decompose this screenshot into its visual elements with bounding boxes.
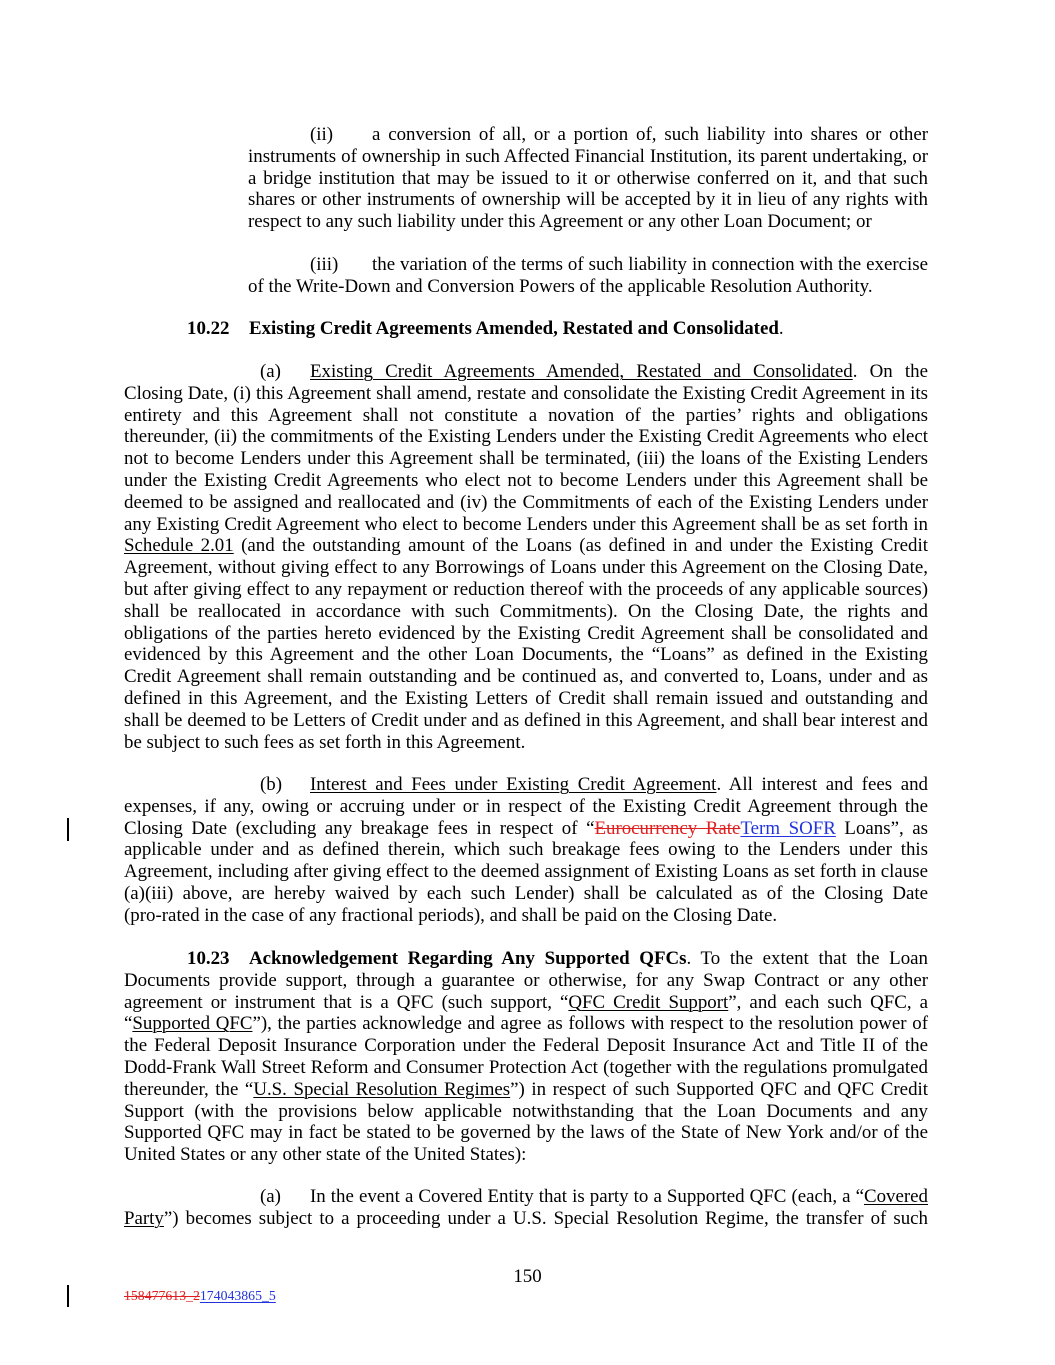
line-text: (and the outstanding amount of the Loans (as defined in and under the Existing Credit bbox=[233, 535, 928, 557]
text-line bbox=[124, 1186, 928, 1208]
text-line bbox=[124, 796, 928, 818]
text-line bbox=[124, 579, 928, 601]
line-text: obligations of the parties hereto evidenced by the Existing Credit Agreement shall be consolidated and bbox=[124, 622, 928, 644]
text-line bbox=[124, 1013, 928, 1035]
text-line bbox=[124, 861, 928, 883]
text-line bbox=[248, 124, 928, 146]
text-line bbox=[124, 905, 928, 927]
line-text: instruments of ownership in such Affected Financial Institution, its parent undertaking, or bbox=[248, 145, 928, 167]
section-10-23 bbox=[124, 948, 928, 1166]
defined-term: U.S. Special Resolution Regimes bbox=[253, 1078, 511, 1100]
section-10-22-clause-b bbox=[124, 774, 928, 927]
text-line bbox=[124, 405, 928, 427]
line-text: . On the bbox=[852, 361, 928, 382]
line-text: but after giving effect to any repayment or reduction thereof with the proceeds of any applicable sources) bbox=[124, 578, 928, 600]
defined-term: Supported QFC bbox=[132, 1013, 253, 1035]
line-text: agreement or instrument that is a QFC (such support, “ bbox=[124, 991, 569, 1013]
line-text: applicable under and as defined therein, which such breakage fees owing to the Lenders under this bbox=[124, 839, 928, 861]
line-text: Credit Agreement shall remain outstanding and be continued as, and converted to, Loans, under and as bbox=[124, 666, 928, 688]
line-text: ”) in respect of such Supported QFC and QFC Credit bbox=[510, 1078, 929, 1100]
line-text: under the Existing Credit Agreements who elect not to become Lenders under this Agreement shall be bbox=[124, 469, 928, 491]
line-text: ”) becomes subject to a proceeding under a U.S. Special Resolution Regime, the transfer of such bbox=[163, 1207, 928, 1229]
clause-iii bbox=[248, 254, 928, 298]
line-text: expenses, if any, owing or accruing under or in respect of the Existing Credit Agreement through the bbox=[124, 795, 928, 817]
line-text: respect to any such liability under this Agreement or any other Loan Document; or bbox=[248, 211, 872, 233]
line-text: United States or any other state of the United States): bbox=[124, 1144, 527, 1166]
line-text: ”), the parties acknowledge and agree as follows with respect to the resolution power of bbox=[252, 1013, 928, 1035]
heading-line bbox=[124, 318, 928, 340]
defined-term: Schedule 2.01 bbox=[124, 535, 234, 557]
text-line bbox=[124, 644, 928, 666]
section-10-23-clause-a bbox=[124, 1186, 928, 1230]
text-line bbox=[124, 688, 928, 710]
clause-label: (iii) bbox=[310, 254, 339, 275]
deleted-doc-id: 158477613_2 bbox=[124, 1288, 200, 1303]
text-line bbox=[124, 883, 928, 905]
line-text: Closing Date, (i) this Agreement shall amend, restate and consolidate the Existing Credit Agreement in its bbox=[124, 382, 928, 404]
text-line bbox=[124, 1079, 928, 1101]
text-line bbox=[124, 1122, 928, 1144]
text-line bbox=[124, 818, 928, 840]
change-bar bbox=[67, 1285, 69, 1307]
line-text: deemed to be assigned and reallocated and (iv) the Commitments of each of the Existing Lenders under bbox=[124, 491, 928, 513]
defined-term: Party bbox=[124, 1207, 164, 1229]
text-line bbox=[248, 189, 928, 211]
clause-heading: Existing Credit Agreements Amended, Restated and Consolidated bbox=[310, 361, 853, 382]
text-line bbox=[124, 710, 928, 732]
text-line bbox=[248, 168, 928, 190]
clause-label: (a) bbox=[260, 361, 281, 382]
line-text: (a)(iii) above, are hereby waived by each such Lender) shall be calculated as of the Closing Date bbox=[124, 882, 928, 904]
line-text: Documents provide support, through a guarantee or otherwise, for any Swap Contract or any other bbox=[124, 969, 928, 991]
line-text: In the event a Covered Entity that is party to a Supported QFC (each, a “ bbox=[310, 1186, 864, 1207]
text-line bbox=[124, 1144, 928, 1166]
change-bar bbox=[67, 818, 69, 841]
clause-heading: Interest and Fees under Existing Credit Agreement bbox=[310, 774, 717, 795]
line-text: . To the extent that the Loan bbox=[686, 948, 928, 969]
line-text: shares or other instruments of ownership will be accepted by it in lieu of any rights with bbox=[248, 189, 928, 211]
text-line bbox=[124, 470, 928, 492]
page-number: 150 bbox=[513, 1266, 542, 1287]
line-text: ”, and each such QFC, a bbox=[728, 991, 928, 1013]
text-line bbox=[124, 1208, 928, 1230]
clause-label: (b) bbox=[260, 774, 283, 795]
line-text: defined in this Agreement, and the Existing Letters of Credit shall remain issued and outstanding and bbox=[124, 687, 928, 709]
text-line bbox=[124, 1101, 928, 1123]
text-line bbox=[124, 448, 928, 470]
text-line bbox=[124, 839, 928, 861]
line-text: . All interest and fees and bbox=[716, 774, 928, 795]
text-line bbox=[124, 774, 928, 796]
text-line bbox=[124, 1035, 928, 1057]
inserted-doc-id: 174043865_5 bbox=[199, 1288, 276, 1303]
text-line bbox=[124, 361, 928, 383]
text-line bbox=[124, 426, 928, 448]
line-text: any Existing Credit Agreement who elect to become Lenders under this Agreement shall be as set forth in bbox=[124, 513, 928, 535]
deleted-text: Eurocurrency Rate bbox=[594, 817, 741, 839]
text-line bbox=[124, 535, 928, 557]
line-text: not to become Lenders under this Agreement shall be terminated, (iii) the loans of the Existing Lenders bbox=[124, 448, 928, 470]
section-10-22-clause-a bbox=[124, 361, 928, 753]
text-line bbox=[248, 276, 928, 298]
text-line bbox=[124, 666, 928, 688]
section-number: 10.22 bbox=[187, 318, 230, 339]
line-text: Loans”, as bbox=[835, 817, 928, 839]
text-line bbox=[248, 146, 928, 168]
clause-ii bbox=[248, 124, 928, 233]
text-line bbox=[124, 492, 928, 514]
inserted-text: Term SOFR bbox=[740, 817, 836, 839]
line-text: “ bbox=[124, 1013, 133, 1035]
line-text: the variation of the terms of such liability in connection with the exercise bbox=[372, 254, 928, 275]
line-text: shall be deemed to be Letters of Credit under and as defined in this Agreement, and shall bear interest and bbox=[124, 709, 928, 731]
line-text: a bridge institution that may be issued to it or otherwise conferred on it, and that such bbox=[248, 167, 928, 189]
line-text: Agreement, without giving effect to any Borrowings of Loans under this Agreement on the Closing Date, bbox=[124, 557, 928, 579]
text-line bbox=[124, 557, 928, 579]
text-line bbox=[124, 514, 928, 536]
section-title: Existing Credit Agreements Amended, Restated and Consolidated bbox=[249, 318, 779, 339]
text-line bbox=[124, 383, 928, 405]
clause-label: (a) bbox=[260, 1186, 281, 1207]
text-line bbox=[124, 948, 928, 970]
line-text: of the Write-Down and Conversion Powers of the applicable Resolution Authority. bbox=[248, 275, 873, 297]
section-title: Acknowledgement Regarding Any Supported QFCs bbox=[249, 948, 687, 969]
text-line bbox=[124, 623, 928, 645]
text-line bbox=[248, 211, 928, 233]
text-line bbox=[124, 992, 928, 1014]
line-text: Supported QFC may in fact be stated to be governed by the laws of the State of New York and/or of the bbox=[124, 1122, 928, 1144]
section-number: 10.23 bbox=[187, 948, 230, 969]
text-line bbox=[124, 970, 928, 992]
line-text: entirety and this Agreement shall not constitute a novation of the parties’ rights and obligations bbox=[124, 404, 928, 426]
line-text: the Federal Deposit Insurance Corporation under the Federal Deposit Insurance Act and Title II of the bbox=[124, 1035, 928, 1057]
section-title-end: . bbox=[778, 318, 784, 339]
text-line bbox=[248, 254, 928, 276]
defined-term: Covered bbox=[864, 1186, 928, 1207]
line-text: be subject to such fees as set forth in this Agreement. bbox=[124, 731, 526, 753]
line-text: Agreement, including after giving effect to the deemed assignment of Existing Loans as set forth in clause bbox=[124, 861, 928, 883]
line-text: Dodd-Frank Wall Street Reform and Consumer Protection Act (together with the regulations promulgated bbox=[124, 1056, 928, 1078]
line-text: evidenced by this Agreement and the other Loan Documents, the “Loans” as defined in the Existing bbox=[124, 644, 928, 666]
text-line bbox=[124, 601, 928, 623]
line-text: Closing Date (excluding any breakage fees in respect of “ bbox=[124, 817, 595, 839]
line-text: Support (with the provisions below applicable notwithstanding that the Loan Documents and any bbox=[124, 1100, 928, 1122]
line-text: thereunder, (ii) the commitments of the Existing Lenders under the Existing Credit Agreements who elect bbox=[124, 426, 928, 448]
document-id-footer bbox=[124, 1288, 276, 1304]
line-text: a conversion of all, or a portion of, such liability into shares or other bbox=[372, 124, 928, 145]
text-line bbox=[124, 1057, 928, 1079]
text-line bbox=[124, 732, 928, 754]
line-text: (pro-rated in the case of any fractional periods), and shall be paid on the Closing Date. bbox=[124, 904, 778, 926]
clause-label: (ii) bbox=[310, 124, 334, 145]
section-10-22-heading bbox=[124, 318, 928, 340]
line-text: shall be reallocated in accordance with such Commitments). On the Closing Date, the rights and bbox=[124, 600, 928, 622]
defined-term: QFC Credit Support bbox=[568, 991, 729, 1013]
line-text: thereunder, the “ bbox=[124, 1078, 254, 1100]
